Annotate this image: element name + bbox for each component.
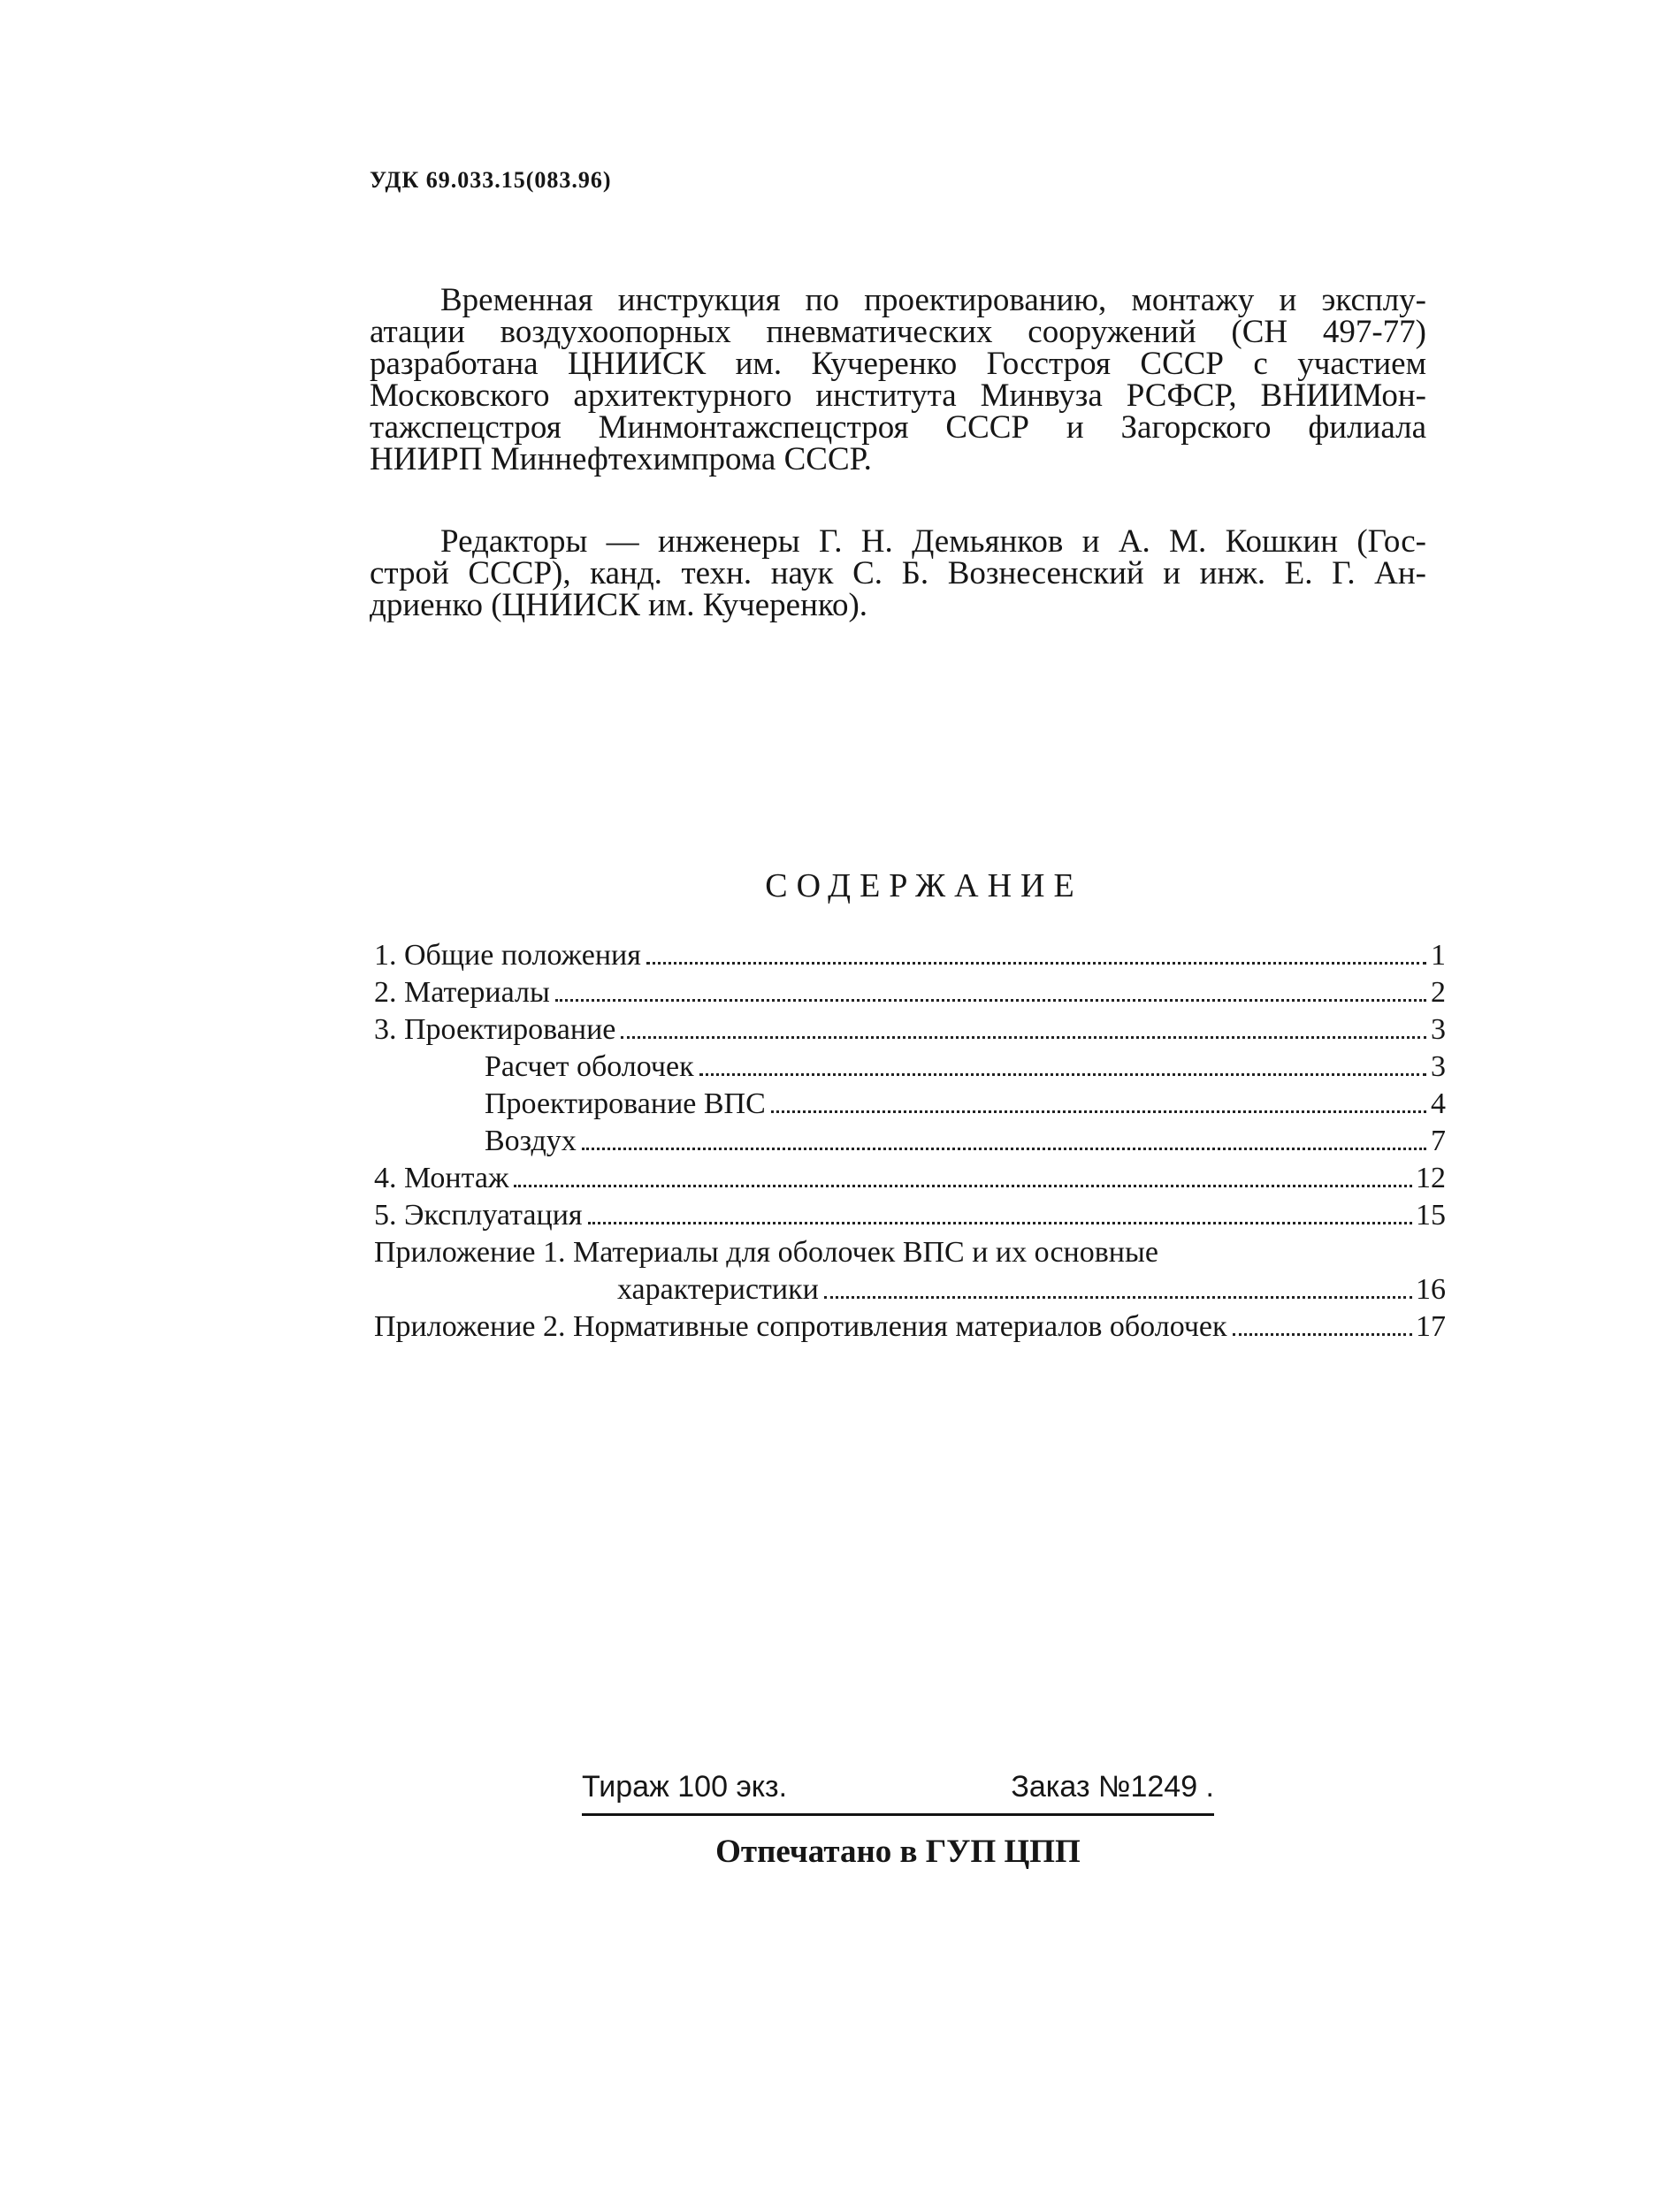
toc-item[interactable]: [374, 1234, 1446, 1271]
contents-title: СОДЕРЖАНИЕ: [765, 867, 1083, 904]
toc-item-page: 12: [1416, 1162, 1446, 1194]
intro-line: разработана ЦНИИСК им. Кучеренко Госстроя СССР с участием: [370, 346, 1426, 382]
toc-item-continuation[interactable]: [374, 1271, 1446, 1308]
toc-leader: [514, 1185, 1412, 1187]
toc-subitem[interactable]: [374, 1123, 1446, 1160]
toc-item-label: Воздух: [485, 1125, 577, 1157]
toc-item[interactable]: [374, 974, 1446, 1011]
toc-item-page: 2: [1431, 976, 1446, 1009]
toc-leader: [1233, 1333, 1412, 1336]
toc-leader: [771, 1110, 1426, 1113]
toc-item-label: Проектирование ВПС: [485, 1087, 766, 1120]
toc-item[interactable]: [374, 1011, 1446, 1049]
toc-item-label: Приложение 2. Нормативные сопротивления материалов оболочек: [374, 1310, 1227, 1343]
toc-item-page: 17: [1416, 1310, 1446, 1343]
circulation: Тираж 100 экз.: [582, 1770, 788, 1804]
toc-item[interactable]: [374, 1160, 1446, 1197]
editors-paragraph: [370, 523, 1426, 623]
toc-leader: [582, 1148, 1426, 1150]
toc-item-label: Расчет оболочек: [485, 1050, 694, 1083]
toc-item-label: 1. Общие положения: [374, 939, 641, 972]
print-details-row: [582, 1770, 1214, 1816]
intro-line: НИИРП Миннефтехимпрома СССР.: [370, 441, 872, 477]
editors-line: Редакторы — инженеры Г. Н. Демьянков и А. М. Кошкин (Гос-: [440, 523, 1426, 560]
intro-line: тажспецстроя Минмонтажспецстроя СССР и Загорского филиала: [370, 409, 1426, 446]
editors-line: дриенко (ЦНИИСК им. Кучеренко).: [370, 587, 868, 623]
order-number: Заказ №1249 .: [1011, 1770, 1214, 1804]
udc-code: УДК 69.033.15(083.96): [370, 167, 612, 193]
toc-subitem[interactable]: [374, 1049, 1446, 1086]
toc-leader: [555, 999, 1426, 1002]
toc-leader: [588, 1222, 1412, 1224]
intro-line: Московского архитектурного института Минвуза РСФСР, ВНИИМон-: [370, 378, 1426, 414]
toc-item-page: 7: [1431, 1125, 1446, 1157]
toc-item-label: 3. Проектирование: [374, 1013, 616, 1046]
toc-item-page: 3: [1431, 1050, 1446, 1083]
toc-item-page: 1: [1431, 939, 1446, 972]
intro-line: Временная инструкция по проектированию, монтажу и эксплу-: [440, 282, 1426, 318]
toc-subitem[interactable]: [374, 1086, 1446, 1123]
printed-by: Отпечатано в ГУП ЦПП: [715, 1834, 1081, 1870]
print-details: [582, 1770, 1214, 1816]
editors-line: строй СССР), канд. техн. наук С. Б. Вознесенский и инж. Е. Г. Ан-: [370, 555, 1426, 591]
toc-item-page: 15: [1416, 1199, 1446, 1232]
toc-leader: [621, 1036, 1426, 1039]
toc-item-page: 4: [1431, 1087, 1446, 1120]
toc-item-label: 5. Эксплуатация: [374, 1199, 583, 1232]
toc-item-label: Приложение 1. Материалы для оболочек ВПС и их основные: [374, 1236, 1158, 1269]
toc-item-label: 2. Материалы: [374, 976, 550, 1009]
toc-item[interactable]: [374, 1308, 1446, 1346]
toc-item-page: 16: [1416, 1273, 1446, 1306]
toc-item[interactable]: [374, 937, 1446, 974]
toc-leader: [699, 1073, 1426, 1076]
toc-leader: [646, 962, 1426, 965]
toc-item-label: 4. Монтаж: [374, 1162, 509, 1194]
table-of-contents: [374, 937, 1446, 1346]
toc-leader: [824, 1296, 1412, 1299]
intro-line: атации воздухоопорных пневматических сооружений (СН 497-77): [370, 314, 1426, 350]
toc-item-page: 3: [1431, 1013, 1446, 1046]
intro-paragraph: [370, 282, 1426, 477]
toc-item-label: характеристики: [617, 1273, 819, 1306]
toc-item[interactable]: [374, 1197, 1446, 1234]
